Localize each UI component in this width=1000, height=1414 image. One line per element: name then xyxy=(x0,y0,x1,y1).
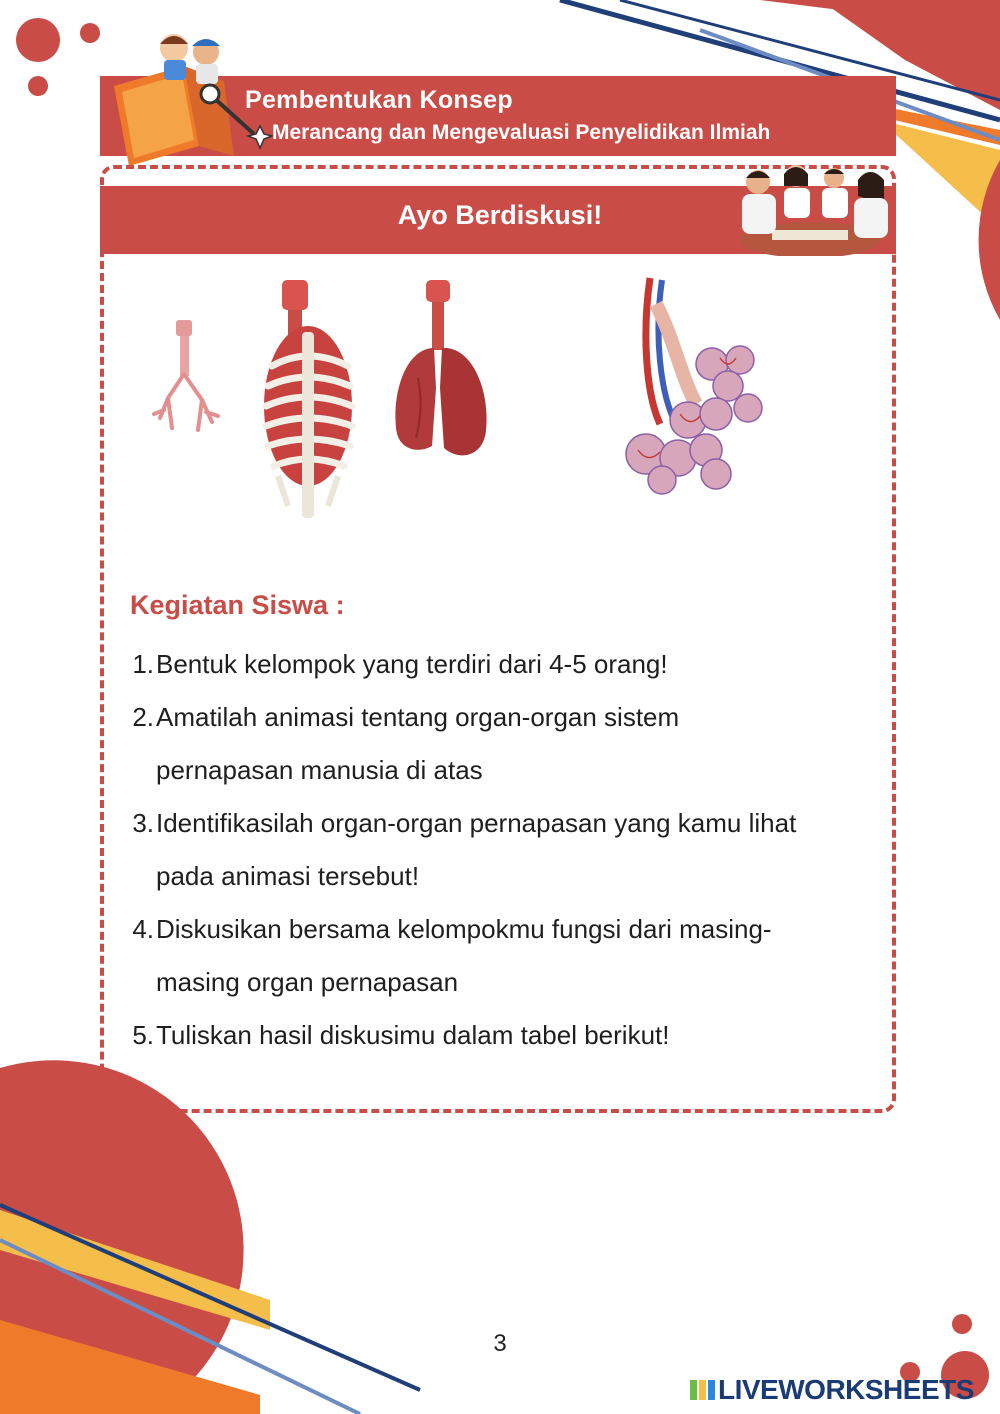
ribcage-illustration xyxy=(258,276,358,518)
step-number: 5. xyxy=(132,1020,154,1050)
step-text: Amatilah animasi tentang organ-organ sistem xyxy=(156,702,680,732)
step-text: pada animasi tersebut! xyxy=(156,861,420,891)
list-item xyxy=(126,903,886,956)
header-title: Pembentukan Konsep xyxy=(245,86,513,114)
step-text: Diskusikan bersama kelompokmu fungsi dari masing- xyxy=(156,914,772,944)
list-item xyxy=(126,797,886,850)
step-number xyxy=(126,850,154,903)
activity-steps-list xyxy=(126,638,886,1062)
step-number: 3. xyxy=(132,808,154,838)
activity-heading: Kegiatan Siswa : xyxy=(130,590,345,620)
alveoli-illustration xyxy=(616,274,772,500)
step-text: pernapasan manusia di atas xyxy=(156,755,483,785)
step-number: 1. xyxy=(132,649,154,679)
page-number: 3 xyxy=(493,1330,507,1357)
list-item xyxy=(126,744,886,797)
step-number xyxy=(126,956,154,1009)
liveworksheets-logo-icon xyxy=(690,1378,716,1402)
bronchi-illustration xyxy=(150,318,222,436)
card-title: Ayo Berdiskusi! xyxy=(397,200,603,230)
lungs-illustration xyxy=(388,278,492,462)
step-number: 4. xyxy=(132,914,154,944)
step-text: Bentuk kelompok yang terdiri dari 4-5 orang! xyxy=(156,649,668,679)
list-item xyxy=(126,1009,886,1062)
step-number xyxy=(126,744,154,797)
step-text: Identifikasilah organ-organ pernapasan yang kamu lihat xyxy=(156,808,797,838)
list-item xyxy=(126,638,886,691)
students-discussion-illustration xyxy=(722,160,898,256)
list-item xyxy=(126,691,886,744)
list-item xyxy=(126,956,886,1009)
step-number: 2. xyxy=(132,702,154,732)
list-item xyxy=(126,850,886,903)
step-text: masing organ pernapasan xyxy=(156,967,459,997)
header-subtitle: Merancang dan Mengevaluasi Penyelidikan Ilmiah xyxy=(272,121,771,144)
brand-name: LIVEWORKSHEETS xyxy=(718,1374,974,1405)
step-text: Tuliskan hasil diskusimu dalam tabel berikut! xyxy=(156,1020,670,1050)
liveworksheets-brand[interactable] xyxy=(690,1374,974,1406)
